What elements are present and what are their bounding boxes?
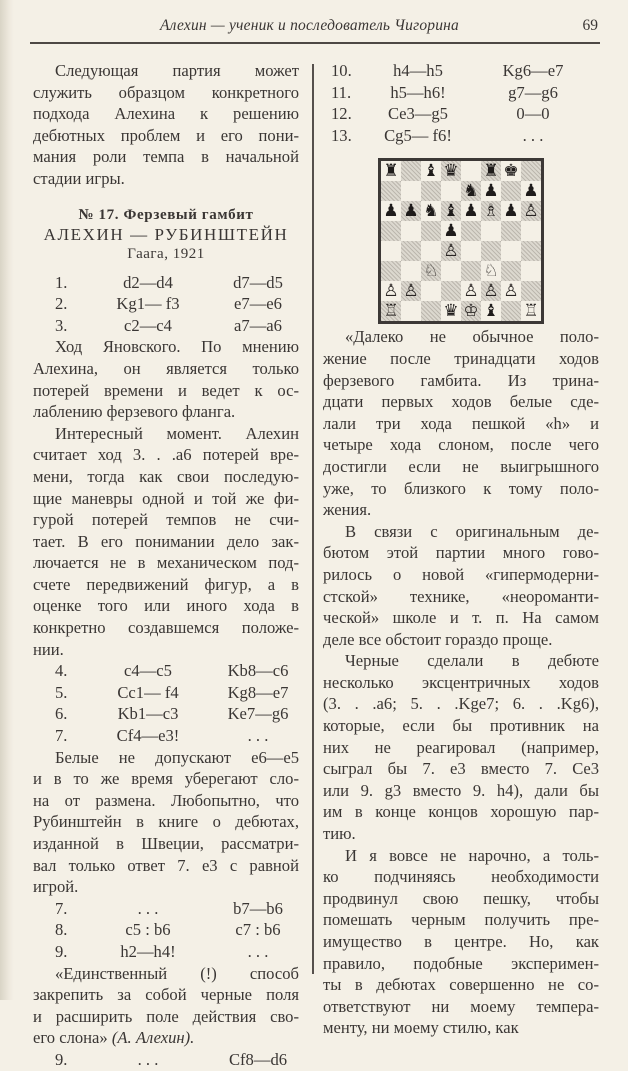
column-divider: [312, 64, 314, 974]
move-number: 7.: [55, 726, 68, 746]
text-line: жение после тринадцати ходов: [323, 348, 599, 368]
text-line: жения.: [323, 500, 372, 520]
move-number: 7.: [55, 898, 68, 918]
text-line: мени, тогда как свои последую-: [33, 466, 299, 486]
black-pawn-icon: ♟: [503, 201, 519, 222]
black-move: Ke7—g6: [227, 704, 289, 724]
text-line: [33, 1027, 299, 1049]
square-g3: [501, 261, 521, 281]
square-h1: [521, 301, 541, 321]
text-line: рилось о новой «гипермодерни-: [323, 564, 599, 584]
square-e8: [461, 161, 481, 181]
text-line: менту, ни моему стилю, как: [323, 1018, 519, 1038]
black-knight-icon: ♞: [463, 181, 479, 202]
square-g2: [501, 281, 521, 301]
text-line: достигли если не выигрышного: [323, 456, 599, 476]
square-f8: [481, 161, 501, 181]
text-line: тию.: [323, 824, 356, 844]
game-number: № 17. Ферзевый гамбит: [78, 206, 254, 223]
text-line: четыре хода слоном, после чего: [323, 435, 599, 455]
game-header: [33, 206, 299, 263]
text-line: правило, подобные эксперимен-: [323, 953, 599, 973]
square-f7: [481, 181, 501, 201]
text-line: Ход Яновского. По мнению: [55, 337, 299, 357]
white-knight-icon: ♘: [483, 261, 499, 282]
square-f6: [481, 201, 501, 221]
text-line: (3. . .a6; 5. . .Kge7; 6. . .Kg6),: [323, 694, 599, 714]
square-d1: [441, 301, 461, 321]
text-line: деле все обстоит гораздо проще.: [323, 629, 553, 649]
intro-paragraph: [33, 60, 299, 190]
square-h2: [521, 281, 541, 301]
text-line: дебютных проблем и его пони-: [33, 125, 299, 145]
square-c3: [421, 261, 441, 281]
text-line: ческой» школе и т. п. На самом: [323, 608, 599, 628]
square-f5: [481, 221, 501, 241]
text-line: которые, если бы противник на: [323, 716, 599, 736]
black-move: Kg6—e7: [502, 61, 564, 80]
text-line: на от размена. Любопытно, что: [33, 790, 299, 810]
black-move: . . .: [247, 941, 269, 961]
text-line: тает. В его понимании дело зак-: [33, 531, 299, 551]
text-line: сыграл бы 7. e3 вместо 7. Ce3: [323, 759, 599, 779]
moves-block: [33, 660, 299, 746]
move-number: 9.: [55, 941, 68, 961]
square-e4: [461, 241, 481, 261]
white-move: Kb1—c3: [117, 704, 179, 724]
black-move: Cf8—d6: [228, 1049, 288, 1069]
black-move: g7—g6: [508, 82, 558, 102]
square-e5: [461, 221, 481, 241]
text-line: подхода Алехина к решению: [33, 104, 299, 124]
square-a8: [381, 161, 401, 181]
white-move: . . .: [137, 1049, 159, 1069]
text-line: В связи с оригинальным де-: [345, 521, 599, 541]
square-d5: [441, 221, 461, 241]
move-row: [33, 1049, 299, 1071]
black-move: b7—b6: [233, 898, 283, 918]
black-rook-icon: ♜: [483, 161, 499, 182]
square-e7: [461, 181, 481, 201]
black-pawn-icon: ♟: [483, 181, 499, 202]
square-g1: [501, 301, 521, 321]
text-line: и расширить поле действия сво-: [33, 1006, 299, 1026]
square-a4: [381, 241, 401, 261]
text-line: лаблению ферзевого фланга.: [33, 402, 236, 422]
square-b7: [401, 181, 421, 201]
comment-paragraph: [33, 336, 299, 422]
black-pawn-icon: ♟: [383, 201, 399, 222]
black-move: c7 : b6: [235, 920, 281, 940]
move-number: 6.: [55, 704, 68, 724]
text-line: лючается не в механическом под-: [33, 553, 299, 573]
move-number: 1.: [55, 272, 68, 292]
quote-last-line: его слона»: [33, 1028, 108, 1048]
move-number: 10.: [331, 61, 352, 80]
square-a1: [381, 301, 401, 321]
black-pawn-icon: ♟: [463, 201, 479, 222]
square-e1: [461, 301, 481, 321]
text-line: и в то же время уберегают сло-: [33, 769, 299, 789]
square-d2: [441, 281, 461, 301]
move-row: [33, 703, 299, 725]
white-pawn-icon: ♙: [403, 281, 419, 302]
text-line: имущество в центре. Но, как: [323, 932, 599, 951]
text-line: оценке того или иного хода в: [33, 596, 299, 616]
square-c6: [421, 201, 441, 221]
white-move: Ce3—g5: [388, 104, 448, 124]
move-row: [33, 898, 299, 920]
white-move: Cf4—e3!: [116, 726, 180, 746]
white-knight-icon: ♘: [423, 261, 439, 282]
white-move: d2—d4: [123, 272, 173, 292]
move-row: [33, 682, 299, 704]
black-move: . . .: [247, 726, 269, 746]
white-move: h4—h5: [393, 61, 443, 80]
text-line: нии.: [33, 639, 64, 659]
body-paragraph: [323, 326, 599, 520]
square-g6: [501, 201, 521, 221]
text-line: считает ход 3. . .a6 потерей вре-: [33, 445, 299, 465]
square-g5: [501, 221, 521, 241]
move-row: [33, 315, 299, 337]
black-pawn-icon: ♟: [443, 221, 459, 242]
white-pawn-icon: ♙: [383, 281, 399, 302]
quote-paragraph: [33, 963, 299, 1049]
text-line: конкретно создавшемся положе-: [33, 618, 299, 638]
square-h6: [521, 201, 541, 221]
move-row: [323, 82, 599, 104]
left-column: [33, 60, 299, 1071]
black-bishop-icon: ♝: [483, 301, 499, 322]
text-line: щие маневры одной и той же фи-: [33, 488, 299, 508]
move-number: 4.: [55, 661, 68, 681]
text-line: Алехина, он является только: [33, 358, 299, 378]
moves-block: [33, 898, 299, 963]
move-row: [33, 293, 299, 315]
white-pawn-icon: ♙: [463, 281, 479, 302]
square-a5: [381, 221, 401, 241]
text-line: уже, то близкого к тому поло-: [323, 478, 599, 498]
running-head: [30, 17, 600, 41]
move-number: 9.: [55, 1049, 68, 1069]
black-queen-icon: ♛: [443, 161, 459, 182]
text-line: «Далеко не обычное поло-: [345, 327, 599, 347]
text-line: продвинул свою пешку, чтобы: [323, 888, 599, 908]
black-king-icon: ♚: [503, 161, 519, 182]
white-move: c4—c5: [124, 661, 172, 681]
white-move: Cc1— f4: [117, 682, 179, 702]
white-move: h5—h6!: [390, 82, 446, 102]
game-place: Гаага, 1921: [127, 245, 205, 262]
square-h8: [521, 161, 541, 181]
square-a3: [381, 261, 401, 281]
body-paragraph: [323, 845, 599, 1039]
square-b6: [401, 201, 421, 221]
square-a7: [381, 181, 401, 201]
black-pawn-icon: ♟: [403, 201, 419, 222]
move-row: [323, 60, 599, 82]
move-number: 8.: [55, 920, 68, 940]
square-e6: [461, 201, 481, 221]
white-move: Cg5— f6!: [384, 125, 452, 145]
text-line: Черные сделали в дебюте: [345, 651, 599, 671]
text-line: Следующая партия может: [55, 61, 299, 80]
text-line: лали три хода пешкой «h» и: [323, 413, 599, 433]
black-move: . . .: [522, 125, 544, 145]
white-bishop-icon: ♗: [483, 201, 499, 222]
right-column: [323, 60, 599, 1039]
square-d8: [441, 161, 461, 181]
text-line: дцати первых ходов белые сде-: [323, 392, 599, 412]
square-a2: [381, 281, 401, 301]
square-c8: [421, 161, 441, 181]
text-line: ко подчиняясь необходимости: [323, 867, 599, 887]
square-g4: [501, 241, 521, 261]
text-line: им в конце концов хорошую пар-: [323, 802, 599, 822]
move-number: 3.: [55, 315, 68, 335]
text-line: мания роли темпа в начальной: [33, 147, 299, 167]
square-e2: [461, 281, 481, 301]
black-bishop-icon: ♝: [423, 161, 439, 182]
body-paragraph: [323, 650, 599, 844]
moves-block: [323, 60, 599, 146]
black-knight-icon: ♞: [423, 201, 439, 222]
game-players: АЛЕХИН — РУБИНШТЕЙН: [43, 224, 289, 244]
running-head-title: Алехин — ученик и последователь Чигорина: [160, 17, 460, 34]
move-number: 2.: [55, 294, 68, 314]
text-line: стадии игры.: [33, 168, 125, 188]
page-number: 69: [582, 17, 598, 34]
square-h3: [521, 261, 541, 281]
text-line: И я вовсе не нарочно, а толь-: [345, 845, 599, 865]
white-move: . . .: [137, 898, 159, 918]
square-h7: [521, 181, 541, 201]
text-line: Рубинштейн в книге о дебютах,: [33, 812, 299, 832]
square-a6: [381, 201, 401, 221]
page-edge-shadow: [0, 0, 14, 1000]
square-b1: [401, 301, 421, 321]
text-line: стской» технике, «неороманти-: [323, 586, 599, 606]
black-move: a7—a6: [234, 315, 282, 335]
text-line: ферзевого гамбита. Из трина-: [323, 370, 599, 390]
square-b4: [401, 241, 421, 261]
text-line: счете передвижений фигур, а в: [33, 574, 299, 594]
moves-block: [33, 1049, 299, 1071]
text-line: гурой потерей темпов не счи-: [33, 510, 299, 530]
chess-diagram: [323, 155, 599, 323]
square-b2: [401, 281, 421, 301]
white-move: c2—c4: [124, 315, 172, 335]
square-c5: [421, 221, 441, 241]
square-c4: [421, 241, 441, 261]
move-row: [33, 660, 299, 682]
black-move: d7—d5: [233, 272, 283, 292]
text-line: изданной в Швеции, рассматри-: [33, 834, 299, 853]
text-line: игрой.: [33, 877, 79, 897]
move-number: 12.: [331, 104, 352, 124]
square-d4: [441, 241, 461, 261]
move-row: [323, 125, 599, 147]
black-rook-icon: ♜: [383, 161, 399, 182]
quote-lines: [33, 963, 299, 1028]
text-line: или 9. g3 вместо 9. h4), дали бы: [323, 780, 599, 800]
text-line: помешать черным получить пре-: [323, 910, 599, 930]
chess-board: [378, 158, 544, 324]
black-move: Kb8—c6: [227, 661, 289, 681]
white-pawn-icon: ♙: [443, 241, 459, 262]
square-h4: [521, 241, 541, 261]
move-row: [33, 941, 299, 963]
square-b3: [401, 261, 421, 281]
black-pawn-icon: ♟: [523, 181, 539, 202]
text-line: Белые не допускают e6—e5: [55, 747, 299, 767]
square-h5: [521, 221, 541, 241]
square-c7: [421, 181, 441, 201]
white-pawn-icon: ♙: [483, 281, 499, 302]
square-f3: [481, 261, 501, 281]
black-bishop-icon: ♝: [443, 201, 459, 222]
square-b5: [401, 221, 421, 241]
square-f1: [481, 301, 501, 321]
moves-block: [33, 272, 299, 337]
square-d7: [441, 181, 461, 201]
black-queen-icon: ♛: [443, 301, 459, 322]
move-row: [323, 103, 599, 125]
text-line: Интересный момент. Алехин: [55, 423, 299, 443]
square-c2: [421, 281, 441, 301]
black-move: 0—0: [516, 104, 550, 124]
white-king-icon: ♔: [463, 301, 479, 322]
quote-author: (А. Алехин).: [111, 1028, 195, 1048]
text-line: потерей времени и ведет к ос-: [33, 380, 299, 400]
square-e3: [461, 261, 481, 281]
text-line: «Единственный (!) способ: [55, 963, 299, 983]
move-row: [33, 919, 299, 941]
comment-paragraph: [33, 423, 299, 661]
text-line: закрепить за собой черные поля: [33, 985, 299, 1005]
square-g7: [501, 181, 521, 201]
text-line: ты в дебютах совершенно не со-: [323, 975, 599, 995]
white-move: h2—h4!: [120, 941, 176, 961]
white-move: Kg1— f3: [116, 294, 180, 314]
move-number: 11.: [331, 82, 352, 102]
text-line: них не реагировал (например,: [323, 737, 599, 757]
comment-paragraph: [33, 747, 299, 898]
square-c1: [421, 301, 441, 321]
body-paragraph: [323, 521, 599, 651]
white-rook-icon: ♖: [523, 301, 539, 322]
white-pawn-icon: ♙: [503, 281, 519, 302]
header-rule: [30, 42, 600, 44]
square-d6: [441, 201, 461, 221]
square-d3: [441, 261, 461, 281]
text-line: несколько эксцентричных ходов: [323, 672, 599, 692]
move-row: [33, 725, 299, 747]
black-move: e7—e6: [234, 294, 282, 314]
white-rook-icon: ♖: [383, 301, 399, 322]
move-number: 13.: [331, 125, 352, 145]
text-line: ответствуют ни моему темпера-: [323, 996, 599, 1016]
square-f2: [481, 281, 501, 301]
text-line: служить образцом конкретного: [33, 82, 299, 102]
square-b8: [401, 161, 421, 181]
text-line: вал только ответ 7. e3 с равной: [33, 855, 299, 875]
square-g8: [501, 161, 521, 181]
black-move: Kg8—e7: [227, 682, 289, 702]
white-move: c5 : b6: [125, 920, 171, 940]
white-pawn-icon: ♙: [523, 201, 539, 222]
text-line: бютом этой партии много гово-: [323, 543, 599, 563]
move-number: 5.: [55, 682, 68, 702]
move-row: [33, 272, 299, 294]
square-f4: [481, 241, 501, 261]
